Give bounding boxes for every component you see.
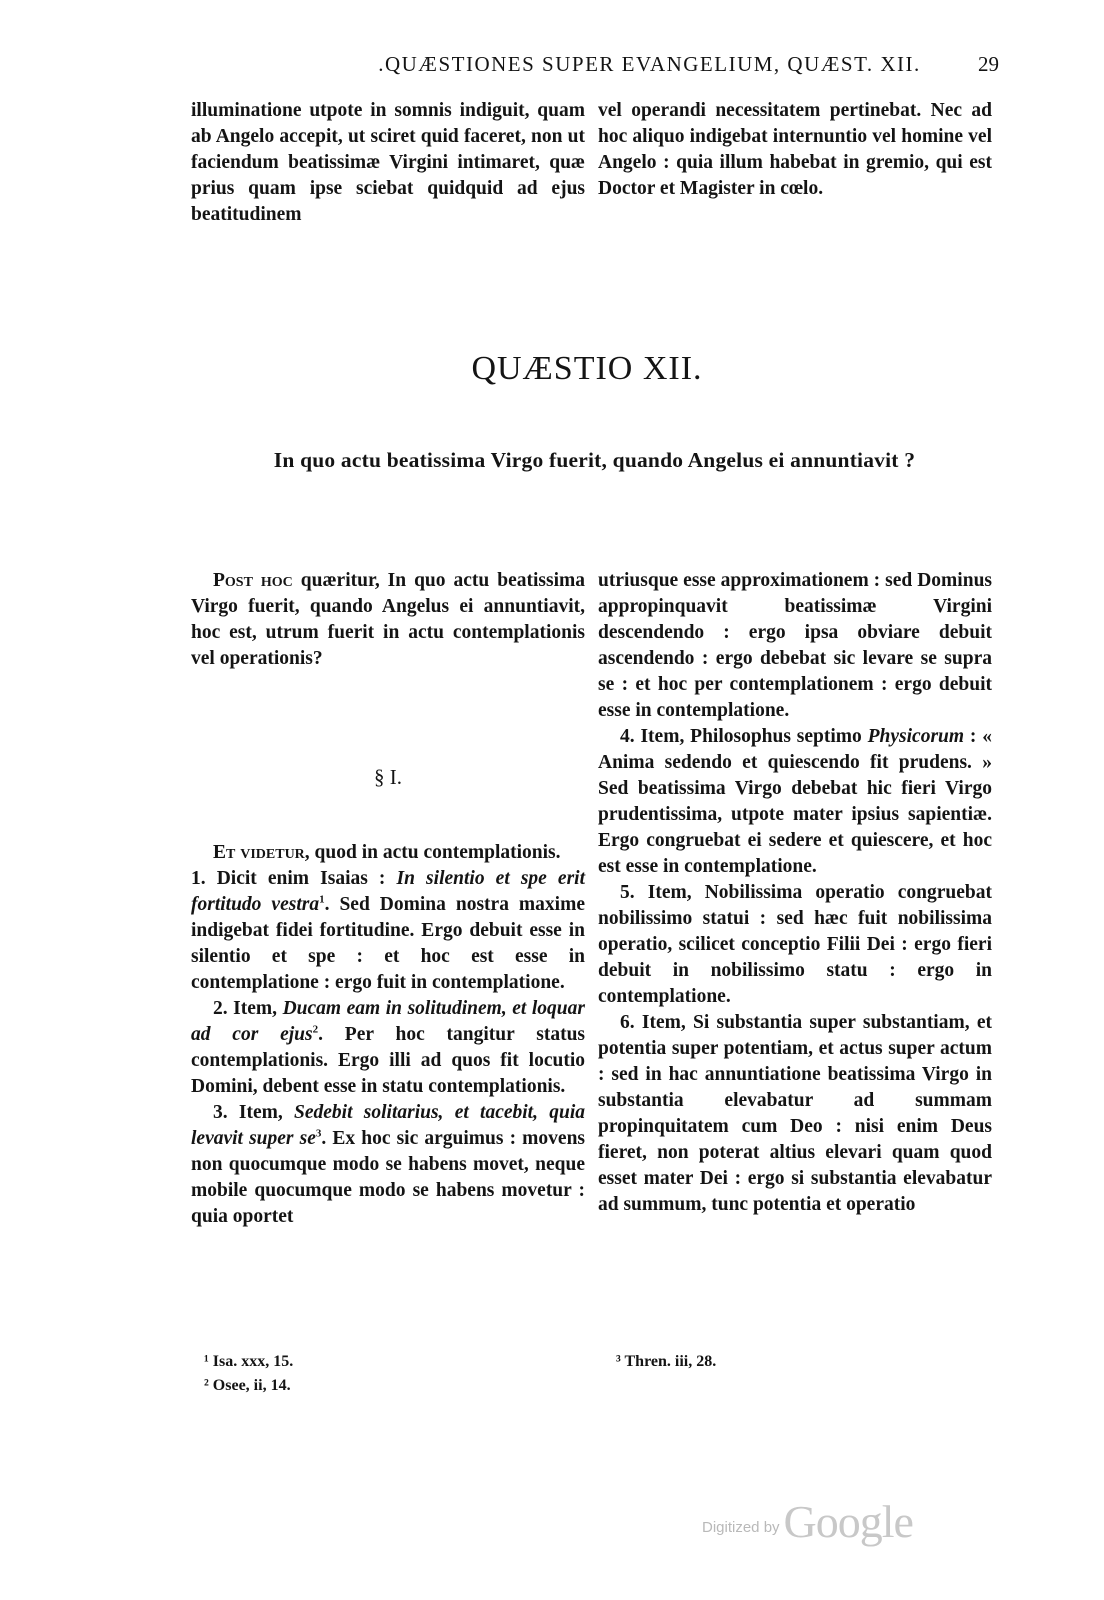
argument-2-lead: 2. Item, bbox=[213, 998, 283, 1019]
et-videtur-lead: Et videtur bbox=[213, 842, 305, 863]
argument-3 bbox=[191, 1100, 585, 1230]
top-left-paragraph: illuminatione utpote in somnis indiguit, quam ab Angelo accepit, ut sciret quid faceret, non ut faciendum beatissimæ Virgini intimaret, quæ prius quam ipse sciebat quidquid ad ejus beatitudinem bbox=[191, 100, 585, 225]
argument-4 bbox=[598, 724, 992, 880]
et-videtur-text: , quod in actu contemplationis. bbox=[304, 842, 561, 863]
running-head bbox=[190, 52, 999, 86]
google-logo: Google bbox=[783, 1496, 913, 1547]
continued-paragraph: utriusque esse approximationem : sed Dominus appropinquavit beatissimæ Virgini descendendo : ergo ipsa obviare debuit ascendendo : ergo debebat sic levare se supra se : et hoc per contemplationem : ergo debuit esse in contemplatione. bbox=[598, 570, 992, 721]
question-subtitle: In quo actu beatissima Virgo fuerit, quando Angelus ei annuntiavit ? bbox=[273, 448, 916, 472]
argument-3-lead: 3. Item, bbox=[213, 1102, 295, 1123]
argument-4-lead: 4. Item, Philosophus septimo bbox=[620, 726, 868, 747]
argument-2-quote: Ducam eam in solitudinem, et loquar ad cor ejus bbox=[191, 998, 585, 1045]
section-mark: § I. bbox=[374, 765, 402, 789]
argument-1-text: . Sed Domina nostra maxime indigebat fidei fortitudine. Ergo debuit esse in silentio et spe : et hoc est esse in contemplatione : ergo fuit in contemplatione. bbox=[191, 894, 585, 993]
argument-2 bbox=[191, 996, 585, 1100]
argument-6: 6. Item, Si substantia super substantiam, et potentia super potentiam, et actus super actum : sed in hac annuntiatione beatissima Virgo in substantia elevabatur ad summam propinquitatem cum Deo : nisi enim Deus fieret, non poterat altius elevari quam quod esset mater Dei : ergo si substantia elevabatur ad summum, tunc potentia et operatio bbox=[598, 1012, 992, 1215]
footnotes-left bbox=[204, 1350, 293, 1398]
et-videtur-paragraph bbox=[191, 840, 585, 866]
argument-4-text: : « Anima sedendo et quiescendo fit prudens. » Sed beatissima Virgo debebat hic fieri Virgo prudentissima, utpote mater ipsius sapientiæ. Ergo congruebat ei sedere et quiescere, et hoc est esse in contemplatione. bbox=[598, 726, 992, 877]
question-title: QUÆSTIO XII. bbox=[471, 350, 703, 387]
footnote-ref-3: 3 bbox=[315, 1127, 322, 1140]
footnote-ref-2: 2 bbox=[312, 1023, 319, 1036]
top-right-paragraph: vel operandi necessitatem pertinebat. Nec ad hoc aliquo indigebat internuntio vel homine vel Angelo : quia illum habebat in gremio, qui est Doctor et Magister in cœlo. bbox=[598, 100, 992, 199]
spacer bbox=[191, 672, 585, 764]
argument-2-text: . Per hoc tangitur status contemplationis. Ergo illi ad quos fit locutio Domini, debent esse in statu contemplationis. bbox=[191, 1024, 586, 1097]
left-column bbox=[191, 568, 585, 1230]
watermark-prefix: Digitized by bbox=[702, 1519, 780, 1536]
argument-5: 5. Item, Nobilissima operatio congruebat nobilissimo statui : sed hæc fuit nobilissima operatio, scilicet conceptio Filii Dei : ergo fieri debuit in nobilissimo statu : ergo in contemplatione. bbox=[598, 882, 992, 1007]
intro-lead: Post hoc bbox=[213, 570, 293, 591]
intro-paragraph bbox=[191, 568, 585, 672]
running-title: .QUÆSTIONES SUPER EVANGELIUM, QUÆST. XII. bbox=[378, 52, 921, 76]
top-right-column bbox=[598, 98, 992, 202]
page-number: 29 bbox=[978, 52, 999, 76]
top-left-column bbox=[191, 98, 585, 228]
intro-text: quæritur, In quo actu beatissima Virgo fuerit, quando Angelus ei annuntiavit, hoc est, utrum fuerit in actu contemplationis vel operationis? bbox=[191, 570, 585, 669]
argument-4-work: Physicorum bbox=[867, 726, 965, 747]
spacer bbox=[191, 790, 585, 840]
right-column bbox=[598, 568, 992, 1218]
argument-3-text: . Ex hoc sic arguimus : movens non quocumque modo se habens movet, neque mobile quocumque modo se habens movetur : quia oportet bbox=[191, 1128, 586, 1227]
footnote-ref-1: 1 bbox=[319, 893, 325, 906]
argument-1-quote: In silentio et spe erit fortitudo vestra bbox=[191, 868, 586, 915]
digitized-watermark bbox=[702, 1490, 913, 1550]
footnote-3: ³ Thren. iii, 28. bbox=[616, 1353, 717, 1370]
footnote-2: ² Osee, ii, 14. bbox=[204, 1377, 291, 1394]
argument-1-lead: 1. Dicit enim Isaias : bbox=[191, 868, 397, 889]
argument-3-quote: Sedebit solitarius, et tacebit, quia levavit super se bbox=[191, 1102, 585, 1149]
footnote-1: ¹ Isa. xxx, 15. bbox=[204, 1353, 294, 1370]
argument-1 bbox=[191, 866, 585, 996]
footnotes-right bbox=[616, 1350, 716, 1374]
